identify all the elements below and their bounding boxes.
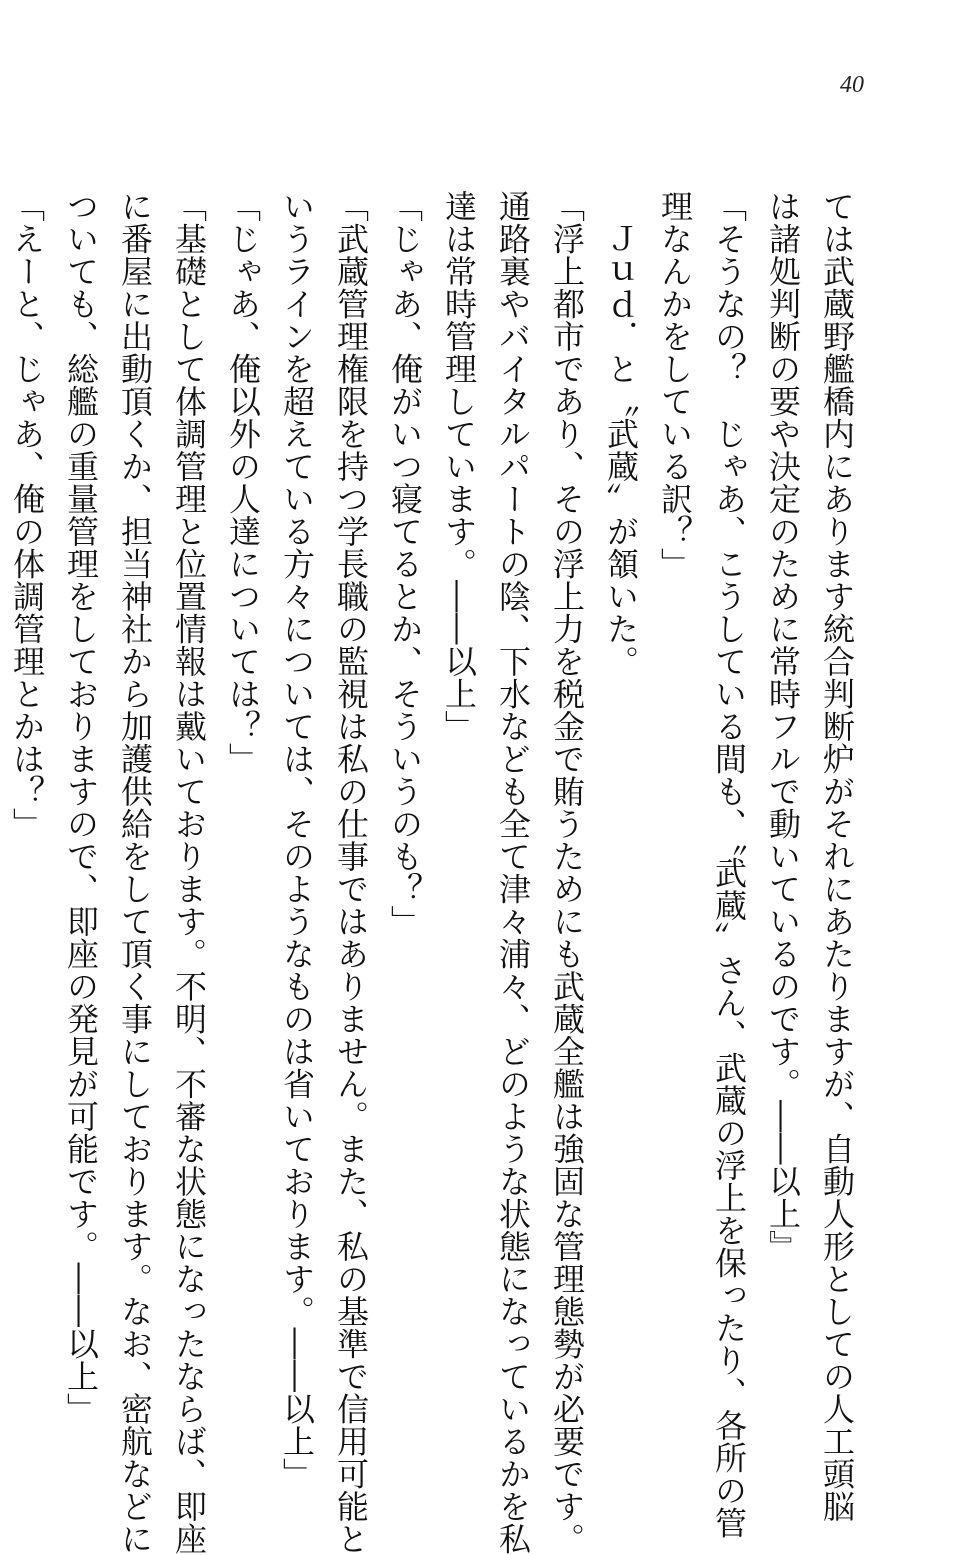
text-line: 達は常時管理しています。――以上」 [440,190,478,743]
text-line: 「そうなの？ じゃあ、こうしている間も、〝武蔵〟さん、武蔵の浮上を保ったり、各所の管 [710,190,748,1539]
text-line: Ｊｕｄ．と〝武蔵〟が頷いた。 [602,190,640,678]
text-line: ては武蔵野艦橋内にあります統合判断炉がそれにあたりますが、自動人形としての人工頭脳 [818,190,856,1523]
text-line: 「武蔵管理権限を持つ学長職の監視は私の仕事ではありません。また、私の基準で信用可能と [332,190,370,1555]
text-line: は諸処判断の要や決定のために常時フルで動いているのです。――以上』 [764,190,802,1263]
text-line: 通路裏やバイタルパートの陰、下水なども全て津々浦々、どのような状態になっているかを私 [494,190,532,1555]
text-line: いうラインを超えている方々については、そのようなものは省いております。――以上」 [278,190,316,1490]
text-line: ついても、総艦の重量管理をしておりますので、即座の発見が可能です。――以上」 [62,190,100,1425]
text-line: 「えーと、じゃあ、俺の体調管理とかは？」 [8,190,46,840]
text-line: 理なんかをしている訳？」 [656,190,694,580]
text-line: に番屋に出動頂くか、担当神社から加護供給をして頂く事にしております。なお、密航などに [116,190,154,1555]
text-line: 「じゃあ、俺以外の人達については？」 [224,190,262,775]
text-line: 「基礎として体調管理と位置情報は戴いております。不明、不審な状態になったならば、即座 [170,190,208,1555]
page-number: 40 [840,72,864,98]
text-line: 「浮上都市であり、その浮上力を税金で賄うためにも武蔵全艦は強固な管理態勢が必要です。 [548,190,586,1555]
novel-text-body [8,190,864,1555]
text-line: 「じゃあ、俺がいつ寝てるとか、そういうのも？」 [386,190,424,938]
